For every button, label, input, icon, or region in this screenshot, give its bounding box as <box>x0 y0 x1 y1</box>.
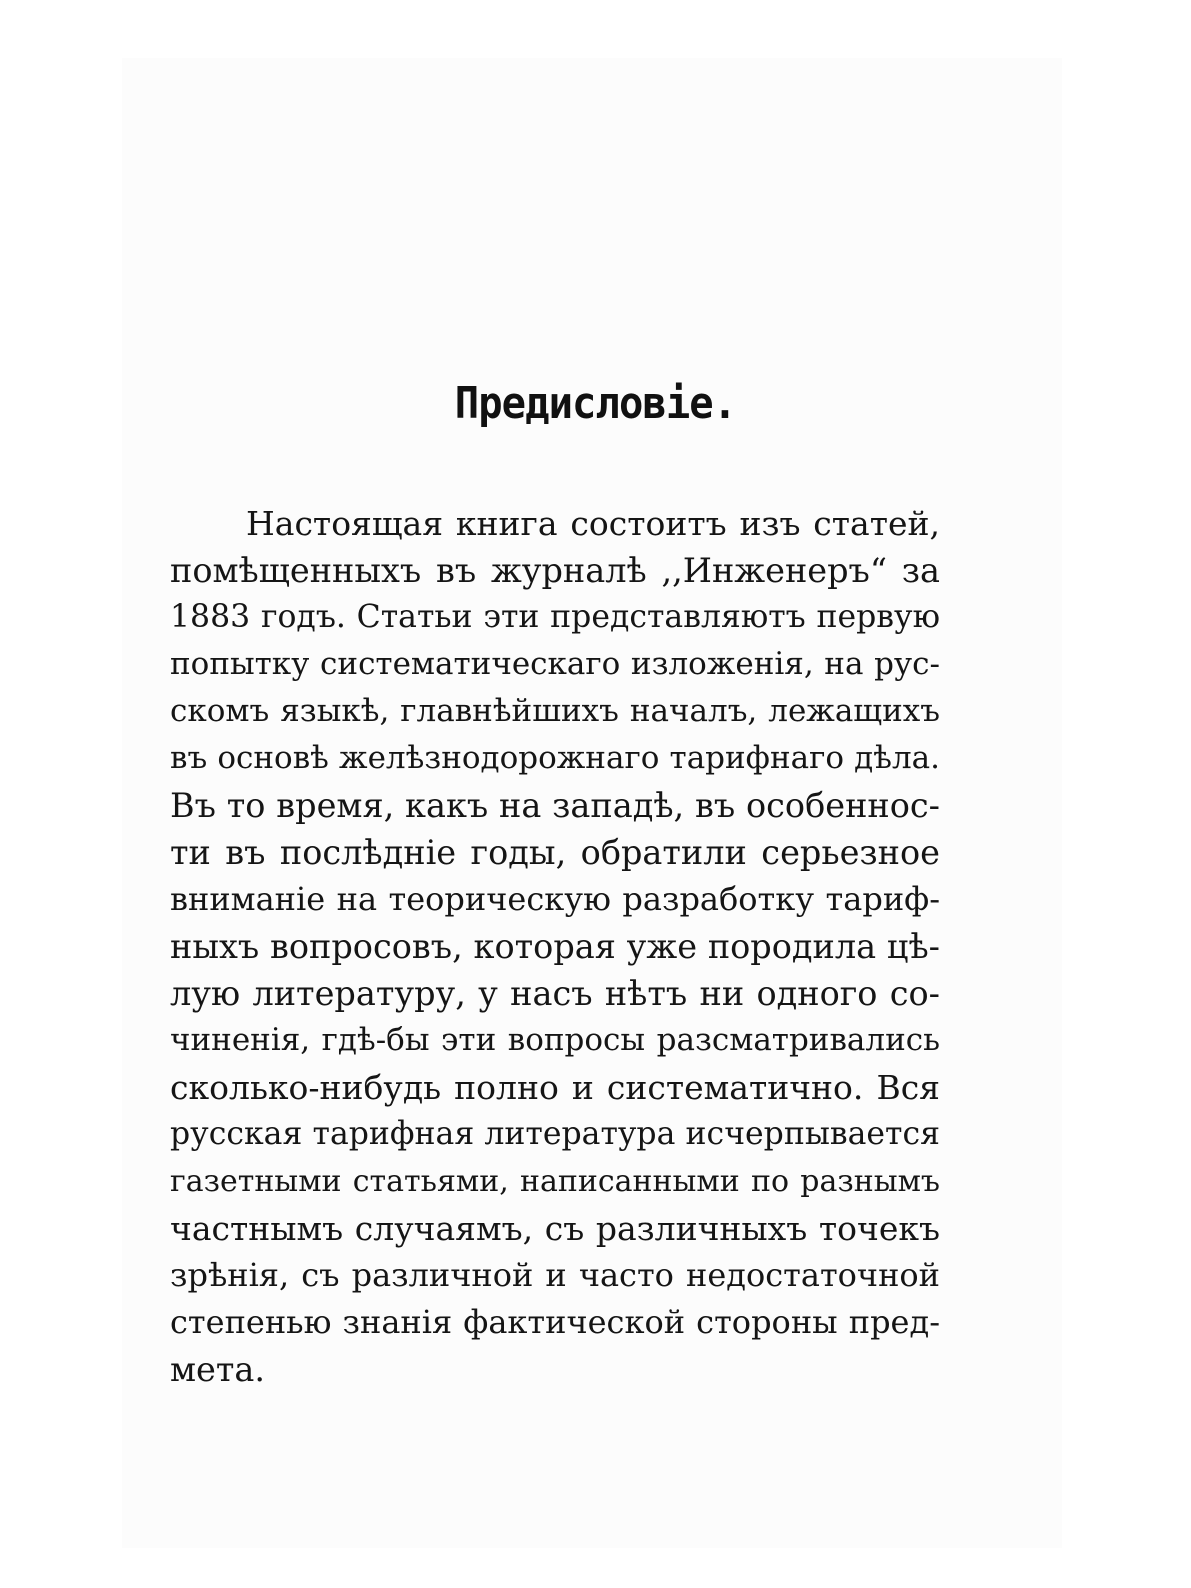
text-line: вниманіе на теорическую разработку тариф- <box>170 880 940 918</box>
text-line: частнымъ случаямъ, съ различныхъ точекъ <box>170 1209 940 1248</box>
text-line: ныхъ вопросовъ, которая уже породила цѣ- <box>170 927 940 966</box>
text-line: 1883 годъ. Статьи эти представляютъ первую <box>170 599 940 635</box>
text-line: въ основѣ желѣзнодорожнаго тарифнаго дѣла. <box>170 740 940 776</box>
text-line: газетными статьями, написанными по разнымъ <box>170 1164 940 1199</box>
page-title: Предисловіе. <box>454 378 737 429</box>
text-line: степенью знанія фактической стороны пред- <box>170 1303 940 1341</box>
text-line: сколько-нибудь полно и систематично. Вся <box>170 1068 940 1107</box>
text-line: чиненія, гдѣ-бы эти вопросы разсматривались <box>170 1022 940 1058</box>
preface-paragraph <box>170 500 940 1393</box>
text-line: мета. <box>170 1350 266 1389</box>
text-line: попытку систематическаго изложенія, на рус- <box>170 646 940 682</box>
text-line: зрѣнія, съ различной и часто недостаточной <box>170 1256 940 1294</box>
text-line: Настоящая книга состоитъ изъ статей, <box>246 504 940 543</box>
text-line: скомъ языкѣ, главнѣйшихъ началъ, лежащихъ <box>170 693 940 729</box>
text-line: Въ то время, какъ на западѣ, въ особеннос- <box>170 786 940 825</box>
text-line: русская тарифная литература исчерпывается <box>170 1116 940 1152</box>
text-line: помѣщенныхъ въ журналѣ ,,Инженеръ“ за <box>170 551 940 590</box>
text-line: ти въ послѣдніе годы, обратили серьезное <box>170 833 940 872</box>
text-line: лую литературу, у насъ нѣтъ ни одного со- <box>170 974 940 1013</box>
